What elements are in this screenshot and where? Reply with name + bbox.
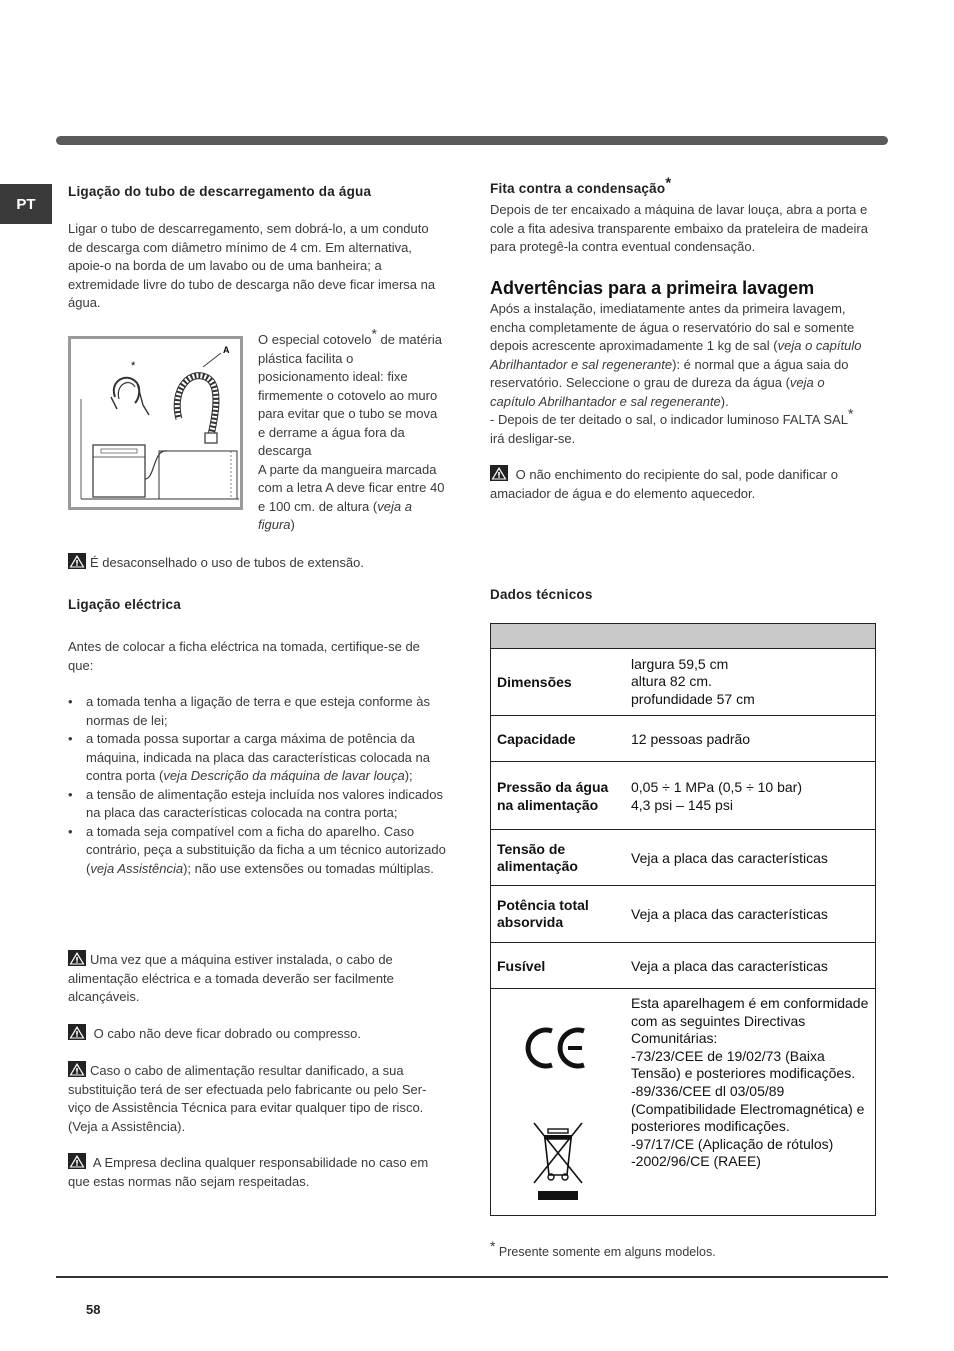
- technical-data-table: [490, 623, 876, 1216]
- compliance-icons: [491, 989, 625, 1215]
- drain-hose-heading: Ligação do tubo de descarregamento da água: [68, 184, 372, 199]
- fuse-value: Veja a placa das características: [625, 943, 876, 989]
- warning-salt: O não enchimento do recipiente do sal, pode danificar o amaciador de água e do elemento aquecedor.: [490, 467, 838, 501]
- warning-icon: [68, 1061, 86, 1077]
- table-row: [491, 943, 876, 989]
- figure-a-label: A: [223, 345, 230, 355]
- list-item: • a tensão de alimentação esteja incluída nos valores indicados na placa das características colocada na contra porta;: [68, 786, 444, 820]
- warning-icon: [68, 1153, 86, 1169]
- warning-damaged-cable: Caso o cabo de alimentação resultar danificado, a sua substituição terá de ser efectuada pelo fabricante ou pelo Ser-viço de Assistência Técnica para evitar qualquer tipo de risco. (Veja a Assistência).: [68, 1063, 427, 1134]
- elbow-description: O especial cotovelo* de matéria plástica facilita o posicionamento ideal: fixe firmemente o cotovelo ao muro para evitar que o tubo se mova e derrame a água fora da descarga A parte da mangueira marcada com a letra A deve ficar entre 40 e 100 cm. de altura (veja a figura): [258, 325, 445, 532]
- language-tab: PT: [0, 184, 52, 224]
- compliance-text: Esta aparelhagem é em conformidade com as seguintes Directivas Comunitárias: -73/23/CEE de 19/02/73 (Baixa Tensão) e posteriores modificações. -89/336/CEE dl 03/05/89 (Compatibilidade Electromagnética) e posteriores modificações. -97/17/CE (Aplicação de rótulos) -2002/96/CE (RAEE): [625, 989, 876, 1215]
- svg-text:CE: CE: [520, 1056, 525, 1060]
- table-row: [491, 716, 876, 762]
- condensation-tape-text: Depois de ter encaixado a máquina de lavar louça, abra a porta e cole a fita adesiva transparente embaixo da prateleira de madeira para protegê-la contra eventual condensação.: [490, 202, 868, 254]
- pressure-label: Pressão da água na alimentação: [491, 762, 625, 830]
- weee-bin-icon: [534, 1123, 582, 1200]
- capacity-label: Capacidade: [491, 716, 625, 762]
- table-row: [491, 762, 876, 830]
- technical-data-heading: Dados técnicos: [490, 587, 593, 602]
- footnote: * Presente somente em alguns modelos.: [490, 1237, 716, 1259]
- condensation-tape-heading: Fita contra a condensação*: [490, 174, 672, 196]
- drain-hose-figure: [68, 336, 243, 510]
- bottom-rule: [56, 1276, 888, 1278]
- list-item: • a tomada seja compatível com a ficha do aparelho. Caso contrário, peça a substituição da ficha a um técnico autorizado (veja Assistência); não use extensões ou tomadas múltiplas.: [68, 823, 446, 876]
- table-row: [491, 886, 876, 943]
- warning-bent-cable: O cabo não deve ficar dobrado ou compresso.: [68, 1024, 446, 1044]
- dimensions-label: Dimensões: [491, 649, 625, 716]
- warning-icon: [68, 1024, 86, 1040]
- page-number: 58: [86, 1302, 101, 1317]
- top-decorative-bar: [56, 136, 888, 145]
- power-label: Potência total absorvida: [491, 886, 625, 943]
- table-row: [491, 830, 876, 886]
- table-row: [491, 649, 876, 716]
- voltage-value: Veja a placa das características: [625, 830, 876, 886]
- dimensions-value: largura 59,5 cm altura 82 cm. profundidade 57 cm: [625, 649, 876, 716]
- power-value: Veja a placa das características: [625, 886, 876, 943]
- warning-reach: Uma vez que a máquina estiver instalada, o cabo de alimentação eléctrica e a tomada deverão ser facilmente alcançáveis.: [68, 952, 394, 1004]
- first-wash-text: Após a instalação, imediatamente antes da primeira lavagem, encha completamente de água o reservatório do sal e somente depois acrescente aproximadamente 1 kg de sal (veja o capítulo Abrilhantador e sal regenerante): é normal que a água saia do reservatório. Seleccione o grau de dureza da água (veja o capítulo Abrilhantador e sal regenerante). - Depois de ter deitado o sal, o indicador luminoso FALTA SAL* irá desligar-se.: [490, 301, 862, 446]
- warning-icon: [68, 950, 86, 966]
- drain-hose-text: Ligar o tubo de descarregamento, sem dobrá-lo, a um conduto de descarga com diâmetro mínimo de 4 cm. Em alternativa, apoie-o na borda de um lavabo ou de uma banheira; a extremidade livre do tubo de descarga não deve ficar imersa na água.: [68, 221, 436, 310]
- voltage-label: Tensão de alimentação: [491, 830, 625, 886]
- table-row: [491, 989, 876, 1215]
- table-header-bar: [491, 624, 875, 648]
- warning-company: A Empresa declina qualquer responsabilidade no caso em que estas normas não sejam respeitadas.: [68, 1155, 429, 1189]
- fuse-label: Fusível: [491, 943, 625, 989]
- warning-icon: [490, 465, 508, 481]
- capacity-value: 12 pessoas padrão: [625, 716, 876, 762]
- ce-mark-icon: [518, 1017, 598, 1207]
- figure-star-label: *: [131, 360, 136, 372]
- electrical-checklist: [68, 693, 446, 878]
- electrical-heading: Ligação eléctrica: [68, 597, 181, 612]
- warning-extension: É desaconselhado o uso de tubos de extensão.: [68, 553, 448, 573]
- pressure-value: 0,05 ÷ 1 MPa (0,5 ÷ 10 bar) 4,3 psi – 145 psi: [625, 762, 876, 830]
- warning-icon: [68, 553, 86, 569]
- list-item: • a tomada tenha a ligação de terra e que esteja conforme às normas de lei;: [68, 694, 430, 728]
- first-wash-heading: Advertências para a primeira lavagem: [490, 278, 815, 298]
- list-item: • a tomada possa suportar a carga máxima de potência da máquina, indicada na placa das características colocada na contra porta (veja Descrição da máquina de lavar louça);: [68, 731, 430, 783]
- electrical-intro: Antes de colocar a ficha eléctrica na tomada, certifique-se de que:: [68, 639, 420, 673]
